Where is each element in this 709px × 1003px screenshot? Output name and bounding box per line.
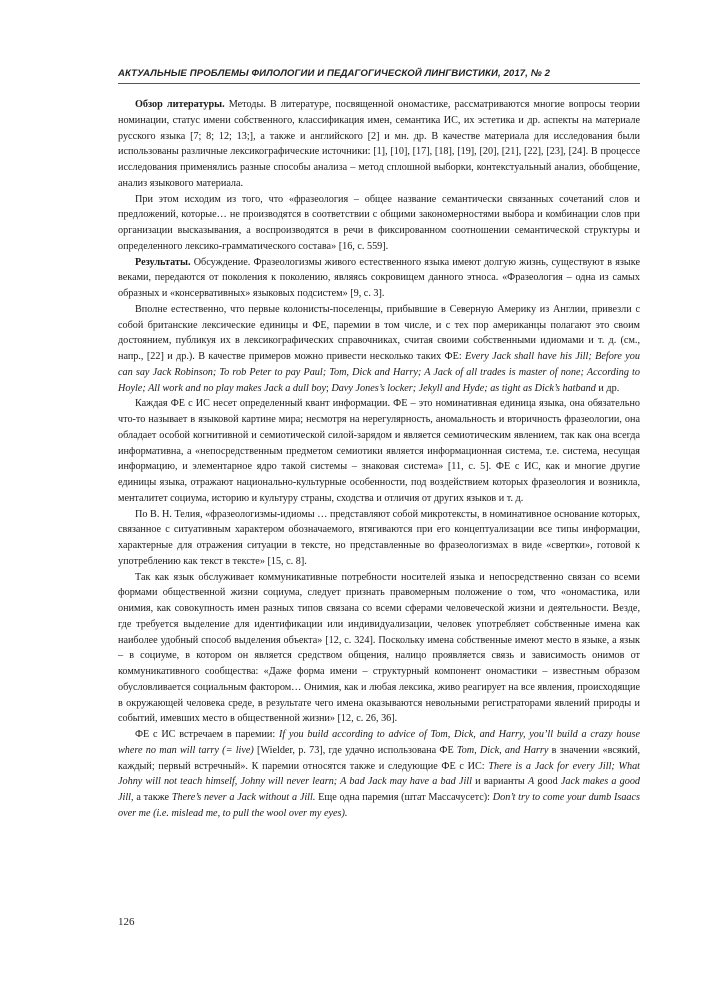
text-run: При этом исходим из того, что «фразеология – общее название семантически связанных сочетаний слов и предложений, которые… не производятся в соответствии с общими закономерностями выбора и комбинации слов при организации высказывания, а воспроизводятся в речи в фиксированном соотношении семантической структуры и определенного лексико-грамматического состава» [16, с. 559]. [118, 193, 640, 252]
italic-example: If you build according to advice of Tom, Dick, and Harry, you’ll build a crazy house where no man will tarry (= live) [118, 729, 640, 756]
text-run: Еще одна паремия (штат Массачусетс): [315, 792, 493, 803]
text-run: Обсуждение. Фразеологизмы живого естественного языка имеют долгую жизнь, существуют в языке веками, передаются от поколения к поколению, являясь сокровищем данного этноса. «Фразеология – одна из самых образных и «консервативных» языковых подсистем» [9, с. 3]. [118, 256, 640, 299]
italic-example: A [527, 776, 535, 788]
paragraph-onomastics [118, 570, 640, 728]
article-body [118, 97, 640, 822]
text-run: Каждая ФЕ с ИС несет определенный квант информации. ФЕ – это номинативная единица языка, она обязательно что-то называет в языковой картине мира; несмотря на нерегулярность, аномальность и вторичность фразеологии, она обладает особой когнитивной и семиотической силой-зарядом и является семиотическим явлением, так как она всегда информативна, а «непосредственным предметом семиотики является информационная система, т.е. система, несущая информацию, и элементарное ядро такой системы – знаковая система» [11, с. 5]. ФЕ с ИС, как и многие другие единицы языка, отражают национально-культурные особенности, под воздействием которых фразеология и возникла, менталитет социума, историю и культуру страны, сходства и отличия от других языков и т. д. [118, 398, 640, 504]
italic-example: There’s never a Jack without a Jill. [171, 792, 316, 803]
paragraph-phraseology-definition [118, 192, 640, 255]
text-run: ФЕ с ИС встречаем в паремии: [135, 729, 279, 740]
italic-example: Every Jack shall have his Jill; Before you can say Jack Robinson; To rob Peter to pay Paul; Tom, Dick and Harry; A Jack of all trades is master of none; According to Hoyle; All work and no play makes Jack a dull boy [118, 351, 640, 394]
text-run: Вполне естественно, что первые колонисты-поселенцы, прибывшие в Северную Америку из Англии, привезли с собой британские лексические единицы и ФЕ, паремии в том числе, и с тех пор американцы полагают это своим достоянием, публикуя их в лексикографических справочниках, считая своими собственными идиомами и т. д. (см., напр., [22] и др.). В качестве примеров можно привести несколько таких ФЕ: [118, 303, 640, 362]
text-run: Методы. В литературе, посвященной ономастике, рассматриваются многие вопросы теории номинации, статус имени собственного, классификация имен, семантика ИС, их эстетика и др. аспекты на материале русского языка [7; 8; 12; 13;], а также и английского [2] и мн. др. В качестве материала для исследования были использованы различные лексикографические источники: [1], [10], [17], [18], [19], [20], [21], [22], [23], [24]. В процессе исследования применялись разные способы анализа – метод сплошной выборки, контекстуальный анализ, обобщение, анализ языкового материала. [118, 99, 640, 189]
paragraph-literature-review [118, 97, 640, 192]
italic-example: Davy Jones’s locker; Jekyll and Hyde; as tight as Dick’s hatband [331, 382, 596, 394]
text-run: а также [133, 792, 172, 803]
bold-heading: Обзор литературы. [135, 99, 225, 110]
paragraph-colonists [118, 302, 640, 397]
paragraph-proverbs [118, 727, 640, 822]
text-run: и др. [595, 382, 620, 394]
italic-example: Tom, Dick, and Harry [456, 744, 549, 756]
italic-example: There is a Jack for every Jill; What Johny will not teach himself, Johny will never learn; A bad Jack may have a bad Jill [118, 760, 640, 788]
text-run: в значении «всякий, каждый; первый встречный». К паремии относятся также и следующие ФЕ с ИС: [118, 744, 640, 772]
italic-example: Jack makes a good Jill, [118, 776, 641, 803]
running-header: АКТУАЛЬНЫЕ ПРОБЛЕМЫ ФИЛОЛОГИИ И ПЕДАГОГИЧЕСКОЙ ЛИНГВИСТИКИ, 2017, № 2 [118, 68, 551, 79]
italic-example: Don’t try to come your dumb Isaacs over me (i.e. mislead me, to pull the wool over my eyes). [118, 792, 641, 819]
text-run: [Wielder, p. 73], где удачно использована ФЕ [253, 744, 457, 756]
text-run: и варианты [471, 776, 528, 788]
header-divider [118, 83, 640, 84]
bold-heading: Результаты. [135, 256, 191, 268]
paragraph-results [118, 255, 640, 302]
text-run: good [534, 776, 561, 788]
text-run: ; [326, 382, 332, 394]
paragraph-telia-quote [118, 507, 640, 570]
page-number: 126 [118, 916, 135, 928]
paragraph-information-quantum [118, 396, 640, 506]
text-run: По В. Н. Телия, «фразеологизмы-идиомы … представляют собой микротексты, в номинативное основание которых, связанное с ситуативным характером обозначаемого, втягиваются при его концептуализации все типы информации, характерные для отражения ситуации в тексте, но представленные во фразеологизмах в виде «свертки», готовой к употреблению как текст в тексте» [15, с. 8]. [118, 508, 640, 567]
text-run: Так как язык обслуживает коммуникативные потребности носителей языка и непосредственно связан со всеми формами общественной жизни социума, следует признать правомерным положение о том, что «ономастика, или онимия, как совокупность имен разных типов связана со всеми сферами человеческой жизни и деятельности. Везде, где требуется выделение для идентификации или индивидуализации, человек употребляет собственные имена как наиболее удобный способ выделения объекта» [12, с. 324]. Поскольку имена собственные имеют место в языке, а язык – в социуме, в котором он является средством общения, налицо проявляется связь и зависимость онимов от коммуникативного сообщества: «Даже форма имени – структурный компонент ономастики – известным образом обусловливается социальным фактором… Онимия, как и любая лексика, живо реагирует на все явления, происходящие в окружающей человека среде, в результате чего имена оказываются невольными регистраторами явлений природы и событий, имевших место в общественной жизни» [12, с. 26, 36]. [118, 571, 640, 725]
